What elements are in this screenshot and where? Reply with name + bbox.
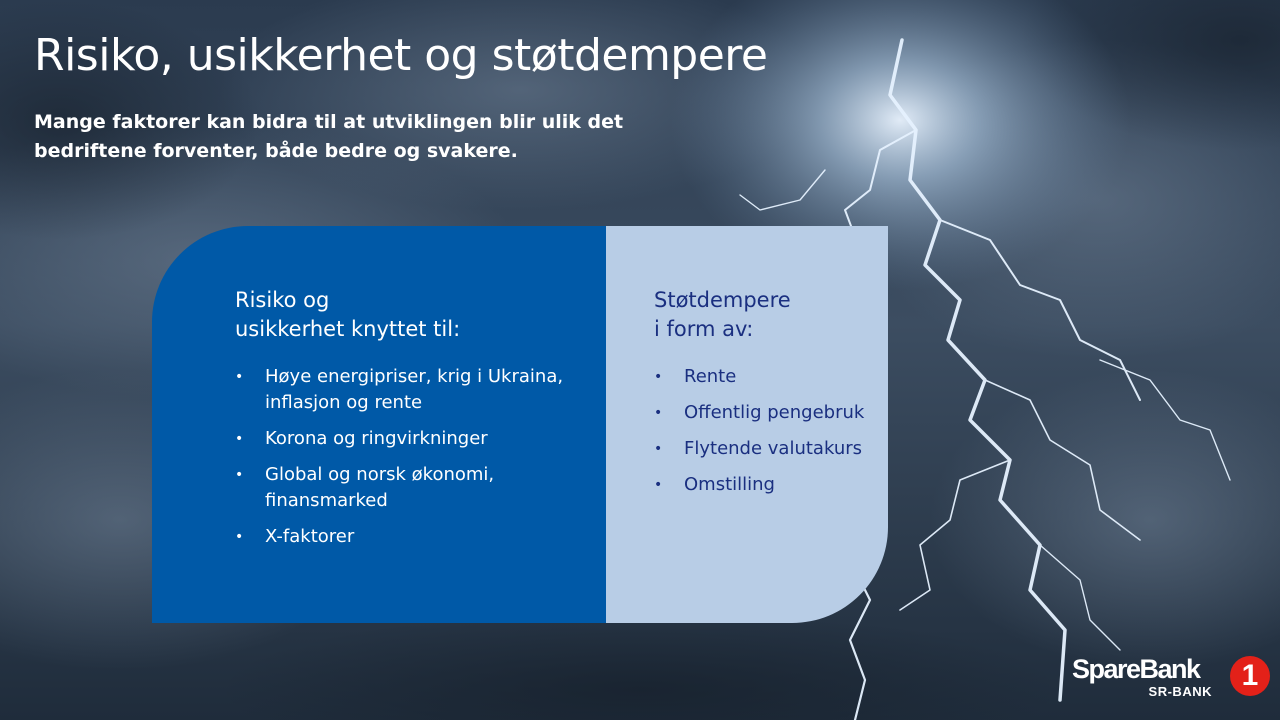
logo-name: SpareBank [1072, 654, 1200, 684]
risk-panel-heading [235, 286, 566, 344]
logo-badge-icon: 1 [1230, 656, 1270, 696]
risk-item-text: Global og norsk økonomi, finansmarked [265, 464, 495, 511]
shock-item-text: Omstilling [684, 474, 775, 495]
list-item [235, 426, 566, 452]
sparebank-logo [1072, 654, 1262, 704]
shock-heading-line-2: i form av: [654, 317, 754, 341]
risk-heading-line-2: usikkerhet knyttet til: [235, 317, 461, 341]
list-item [235, 462, 566, 514]
list-item [654, 400, 868, 426]
shock-item-text: Flytende valutakurs [684, 438, 863, 459]
shock-item-text: Rente [684, 366, 737, 387]
bullet-icon: • [654, 441, 663, 457]
list-item [654, 436, 868, 462]
shock-absorber-list [654, 364, 868, 498]
risk-list [235, 364, 566, 550]
bullet-icon: • [654, 477, 663, 493]
list-item [235, 364, 566, 416]
risk-panel [152, 226, 606, 623]
risk-item-text: Korona og ringvirkninger [265, 428, 488, 449]
bullet-icon: • [235, 529, 244, 545]
bullet-icon: • [654, 369, 663, 385]
shock-absorber-panel [606, 226, 888, 623]
list-item [654, 364, 868, 390]
risk-heading-line-1: Risiko og [235, 288, 330, 312]
list-item [235, 524, 566, 550]
risk-item-text: X-faktorer [265, 526, 355, 547]
list-item [654, 472, 868, 498]
logo-subtitle: SR-BANK [1148, 684, 1212, 699]
bullet-icon: • [235, 431, 244, 447]
bullet-icon: • [654, 405, 663, 421]
slide-title: Risiko, usikkerhet og støtdempere [34, 30, 768, 81]
risk-item-text: Høye energipriser, krig i Ukraina, inflasjon og rente [265, 366, 564, 413]
shock-absorber-panel-heading [654, 286, 868, 344]
slide-subtitle: Mange faktorer kan bidra til at utviklingen blir ulik det bedriftene forventer, både bedre og svakere. [34, 111, 624, 162]
shock-item-text: Offentlig pengebruk [684, 402, 865, 423]
shock-heading-line-1: Støtdempere [654, 288, 791, 312]
bullet-icon: • [235, 369, 244, 385]
bullet-icon: • [235, 467, 244, 483]
